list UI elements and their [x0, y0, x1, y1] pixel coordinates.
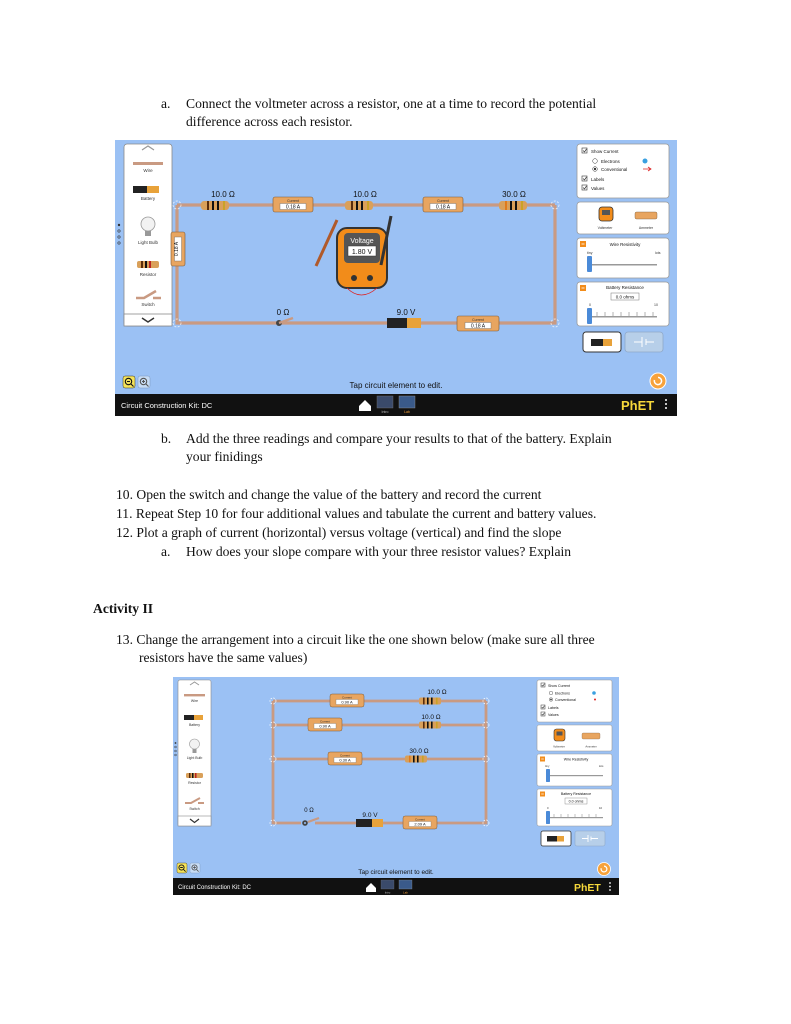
palette-label-light-bulb: Light Bulb — [137, 240, 159, 245]
tap-hint: Tap circuit element to edit. — [358, 869, 434, 876]
resistor-2-label: 10.0 Ω — [421, 714, 441, 721]
simulation-screenshot-series — [115, 140, 677, 416]
ammeter-3-reading: 0.18 A — [470, 323, 486, 330]
meters-panel — [537, 725, 612, 751]
view-options-panel — [577, 144, 669, 198]
ammeter-2[interactable] — [308, 718, 342, 731]
ammeter-tool-label: Ammeter — [638, 226, 654, 230]
item-b-line-2: your finidings — [186, 449, 263, 464]
phet-logo: PhET — [621, 398, 655, 413]
item-b-label: b. — [161, 431, 172, 446]
ammeter-3[interactable] — [328, 752, 362, 765]
ammeter-2-reading: 0.18 A — [435, 204, 451, 211]
voltmeter-tool-label: Voltmeter — [597, 226, 613, 230]
svg-text:Battery: Battery — [188, 723, 201, 727]
svg-text:tiny: tiny — [545, 764, 550, 768]
svg-text:Current: Current — [414, 817, 426, 822]
svg-text:Switch: Switch — [189, 807, 200, 811]
light-bulb-palette-icon[interactable] — [141, 217, 155, 231]
electrons-radio[interactable] — [593, 159, 598, 164]
ammeter-1-reading: 0.18 A — [285, 204, 301, 211]
svg-text:Voltmeter: Voltmeter — [553, 744, 565, 749]
svg-text:10: 10 — [599, 806, 603, 810]
resistor-2-label: 10.0 Ω — [353, 190, 377, 199]
battery-palette-icon[interactable] — [133, 186, 147, 193]
switch-label: 0 Ω — [276, 308, 290, 317]
battery-label: 9.0 V — [362, 812, 378, 819]
svg-text:Current: Current — [319, 719, 331, 724]
ammeter-4[interactable] — [403, 816, 437, 829]
resistor-3[interactable] — [499, 201, 527, 210]
svg-text:0: 0 — [547, 806, 549, 810]
battery-resistance-panel — [537, 789, 612, 826]
component-palette — [175, 680, 211, 826]
labels-label: Labels — [591, 177, 605, 182]
svg-text:lots: lots — [599, 764, 604, 768]
battery[interactable] — [387, 318, 421, 328]
svg-text:Conventional: Conventional — [555, 698, 576, 702]
ammeter-vertical-reading: 0.18 A — [174, 241, 180, 257]
ammeter-1[interactable] — [330, 694, 364, 707]
ammeter-tool-icon[interactable] — [582, 733, 600, 739]
ammeter-1-reading: 0.90 A — [341, 699, 353, 705]
resistor-2[interactable] — [345, 201, 373, 210]
item-a2-label: a. — [161, 544, 171, 559]
battery[interactable] — [356, 819, 383, 827]
electrons-radio[interactable] — [549, 691, 553, 695]
wire-palette-icon[interactable] — [133, 162, 163, 165]
step-11: 11. Repeat Step 10 for four additional values and tabulate the current and battery values. — [116, 506, 597, 521]
palette-label-switch: Switch — [141, 302, 155, 307]
phet-menu-icon[interactable] — [665, 399, 667, 409]
ammeter-4-reading: 2.09 A — [414, 821, 426, 827]
battery-label: 9.0 V — [396, 308, 416, 317]
resistor-palette-icon[interactable] — [137, 261, 159, 268]
ammeter-vertical[interactable] — [171, 232, 185, 266]
svg-text:Lab: Lab — [403, 890, 408, 895]
palette-label-resistor: Resistor — [139, 272, 157, 277]
battery-resistance-slider[interactable] — [546, 811, 550, 824]
battery-resistance-title: Battery Resistance — [606, 285, 644, 290]
item-a-line-1: Connect the voltmeter across a resistor, one at a time to record the potential — [186, 96, 597, 111]
show-current-label: Show Current — [591, 149, 619, 154]
svg-text:Ammeter: Ammeter — [585, 744, 597, 749]
resistor-1[interactable] — [201, 201, 229, 210]
ammeter-2-reading: 0.90 A — [319, 723, 331, 729]
resistor-2[interactable] — [419, 722, 441, 729]
reset-button[interactable] — [598, 863, 611, 876]
svg-text:Intro: Intro — [384, 890, 391, 895]
tap-hint: Tap circuit element to edit. — [349, 381, 443, 390]
step-13-line-1: 13. Change the arrangement into a circuit like the one shown below (make sure all three — [116, 632, 595, 647]
svg-text:Lab: Lab — [404, 410, 410, 414]
item-a-line-2: difference across each resistor. — [186, 114, 353, 129]
reset-button[interactable] — [650, 373, 666, 389]
view-options-panel — [537, 680, 612, 722]
item-a2-text: How does your slope compare with your three resistor values? Explain — [186, 544, 572, 559]
svg-text:Current: Current — [472, 318, 484, 322]
resistor-3-label: 30.0 Ω — [502, 190, 526, 199]
app-title: Circuit Construction Kit: DC — [178, 885, 252, 891]
svg-text:Values: Values — [548, 713, 559, 717]
simulation-screenshot-parallel — [173, 677, 619, 895]
ammeter-2[interactable] — [423, 197, 463, 212]
svg-text:Intro: Intro — [381, 410, 389, 414]
item-a-label: a. — [161, 96, 171, 111]
svg-text:lots: lots — [655, 251, 661, 255]
battery-palette-icon[interactable] — [184, 715, 194, 720]
meters-panel — [577, 202, 669, 234]
wire-resistivity-slider[interactable] — [546, 769, 550, 782]
svg-text:Electrons: Electrons — [555, 691, 570, 696]
svg-text:Battery Resistance: Battery Resistance — [560, 792, 592, 796]
svg-text:Wire Resistivity: Wire Resistivity — [563, 757, 589, 762]
wire-resistivity-panel — [537, 754, 612, 786]
svg-text:Wire: Wire — [190, 699, 199, 703]
svg-text:Current: Current — [339, 753, 351, 758]
electrons-label: Electrons — [601, 159, 620, 164]
svg-text:10: 10 — [654, 303, 658, 307]
conventional-label: Conventional — [601, 167, 628, 172]
resistor-palette-icon[interactable] — [186, 773, 203, 778]
voltmeter-reading: 1.80 V — [351, 249, 373, 256]
battery-resistance-slider[interactable] — [587, 308, 592, 324]
ammeter-3-reading: 0.30 A — [339, 757, 351, 763]
battery-resistance-panel — [577, 282, 669, 326]
phet-menu-icon[interactable] — [609, 882, 611, 891]
wire-palette-icon[interactable] — [184, 694, 205, 696]
resistor-1[interactable] — [419, 698, 441, 705]
palette-label-wire: Wire — [143, 168, 153, 173]
ammeter-tool-icon[interactable] — [635, 212, 657, 219]
app-title: Circuit Construction Kit: DC — [121, 401, 213, 410]
switch-label: 0 Ω — [304, 808, 314, 814]
svg-text:Labels: Labels — [548, 706, 559, 710]
component-palette — [118, 144, 172, 326]
step-13-line-2: resistors have the same values) — [139, 650, 308, 665]
activity-heading: Activity II — [93, 601, 154, 616]
ammeter-3[interactable] — [457, 316, 499, 331]
wire-resistivity-panel — [577, 238, 669, 278]
voltmeter-title: Voltage — [350, 238, 374, 245]
svg-text:Current: Current — [341, 695, 353, 700]
step-10: 10. Open the switch and change the value of the battery and record the current — [116, 487, 542, 502]
svg-text:Resistor: Resistor — [188, 781, 201, 785]
voltmeter[interactable] — [337, 228, 387, 295]
ammeter-1[interactable] — [273, 197, 313, 212]
svg-text:0: 0 — [589, 303, 591, 307]
palette-label-battery: Battery — [140, 196, 156, 201]
svg-text:Show Current: Show Current — [548, 684, 570, 688]
step-12: 12. Plot a graph of current (horizontal) versus voltage (vertical) and find the slope — [116, 525, 562, 540]
item-b-line-1: Add the three readings and compare your results to that of the battery. Explain — [186, 431, 612, 446]
wire-resistivity-slider[interactable] — [587, 256, 592, 272]
resistor-1-label: 10.0 Ω — [427, 689, 447, 696]
wire-resistivity-title: Wire Resistivity — [609, 242, 641, 247]
svg-text:Light Bulb: Light Bulb — [186, 756, 203, 760]
phet-logo: PhET — [574, 882, 601, 894]
svg-text:tiny: tiny — [587, 251, 593, 255]
svg-text:0.0 ohms: 0.0 ohms — [568, 799, 584, 804]
battery-resistance-value: 0.0 ohms — [615, 294, 635, 300]
svg-text:Current: Current — [437, 199, 449, 203]
resistor-1-label: 10.0 Ω — [211, 190, 235, 199]
svg-text:Current: Current — [287, 199, 299, 203]
resistor-3[interactable] — [405, 756, 427, 763]
values-label: Values — [591, 186, 605, 191]
light-bulb-palette-icon[interactable] — [190, 739, 200, 749]
resistor-3-label: 30.0 Ω — [409, 748, 429, 755]
